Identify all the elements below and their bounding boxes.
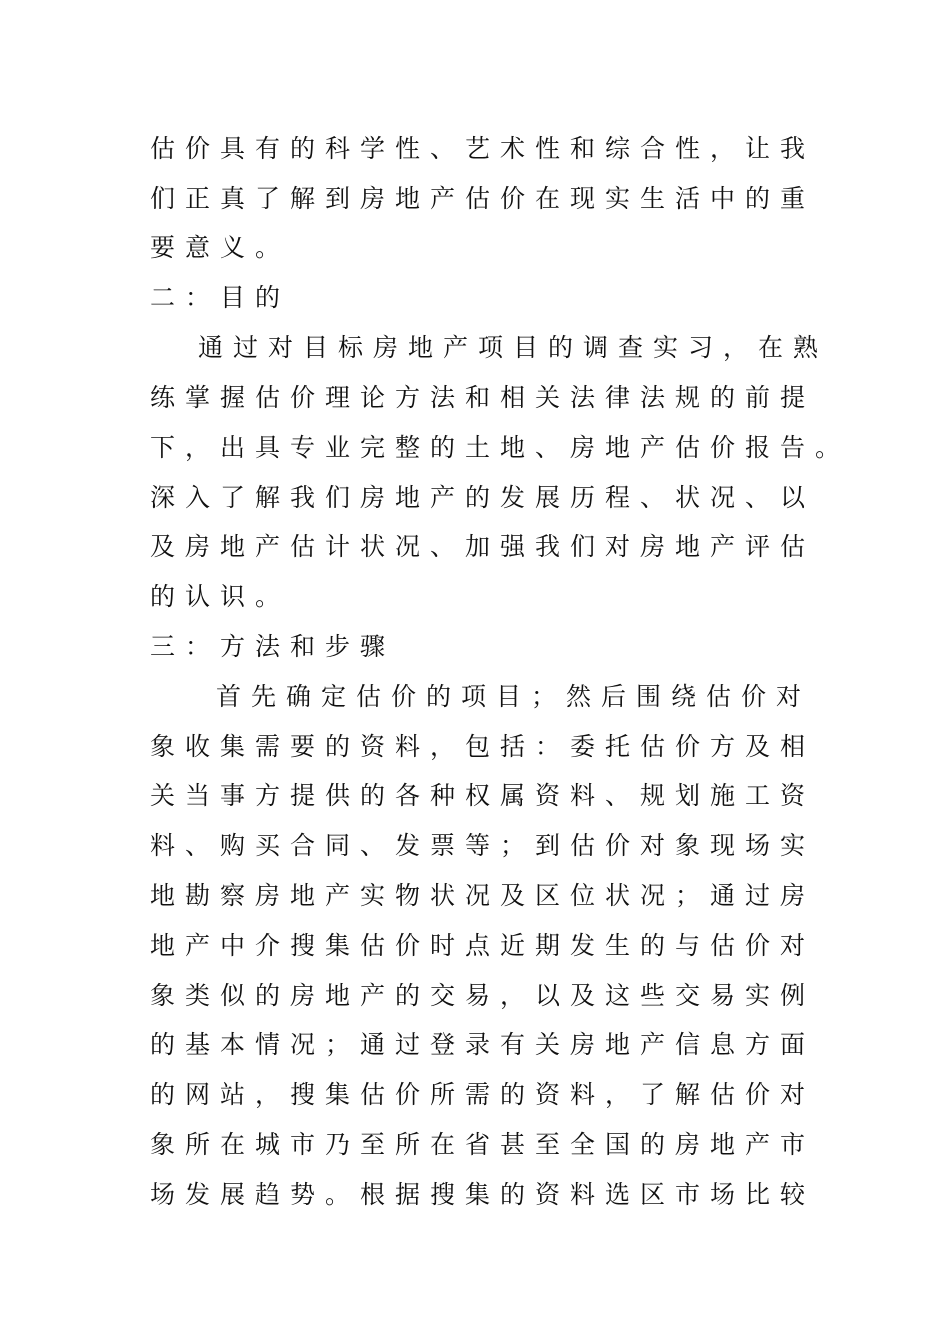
paragraph-line: 们正真了解到房地产估价在现实生活中的重 bbox=[150, 184, 816, 213]
section-heading-method: 三：方法和步骤 bbox=[150, 632, 396, 661]
paragraph-line: 的网站，搜集估价所需的资料，了解估价对 bbox=[150, 1080, 816, 1109]
section-heading-purpose: 二：目的 bbox=[150, 283, 291, 312]
paragraph-line: 地产中介搜集估价时点近期发生的与估价对 bbox=[150, 931, 816, 960]
paragraph-line: 地勘察房地产实物状况及区位状况；通过房 bbox=[150, 881, 816, 910]
paragraph-line: 的认识。 bbox=[150, 582, 291, 611]
paragraph-line: 象所在城市乃至所在省甚至全国的房地产市 bbox=[150, 1130, 816, 1159]
paragraph-line: 下，出具专业完整的土地、房地产估价报告。 bbox=[150, 433, 851, 462]
paragraph-line: 练掌握估价理论方法和相关法律法规的前提 bbox=[150, 383, 816, 412]
paragraph-line: 的基本情况；通过登录有关房地产信息方面 bbox=[150, 1030, 816, 1059]
paragraph-line: 料、购买合同、发票等；到估价对象现场实 bbox=[150, 831, 816, 860]
paragraph-line: 场发展趋势。根据搜集的资料选区市场比较 bbox=[150, 1180, 816, 1209]
paragraph-line: 估价具有的科学性、艺术性和综合性，让我 bbox=[150, 134, 816, 163]
paragraph-line: 关当事方提供的各种权属资料、规划施工资 bbox=[150, 781, 816, 810]
paragraph-line: 通过对目标房地产项目的调查实习，在熟 bbox=[198, 333, 829, 362]
paragraph-line: 象收集需要的资料，包括：委托估价方及相 bbox=[150, 732, 816, 761]
paragraph-line: 象类似的房地产的交易，以及这些交易实例 bbox=[150, 981, 816, 1010]
paragraph-line: 深入了解我们房地产的发展历程、状况、以 bbox=[150, 483, 816, 512]
paragraph-line: 要意义。 bbox=[150, 233, 291, 262]
paragraph-line: 首先确定估价的项目；然后围绕估价对 bbox=[216, 682, 812, 711]
paragraph-line: 及房地产估计状况、加强我们对房地产评估 bbox=[150, 532, 816, 561]
